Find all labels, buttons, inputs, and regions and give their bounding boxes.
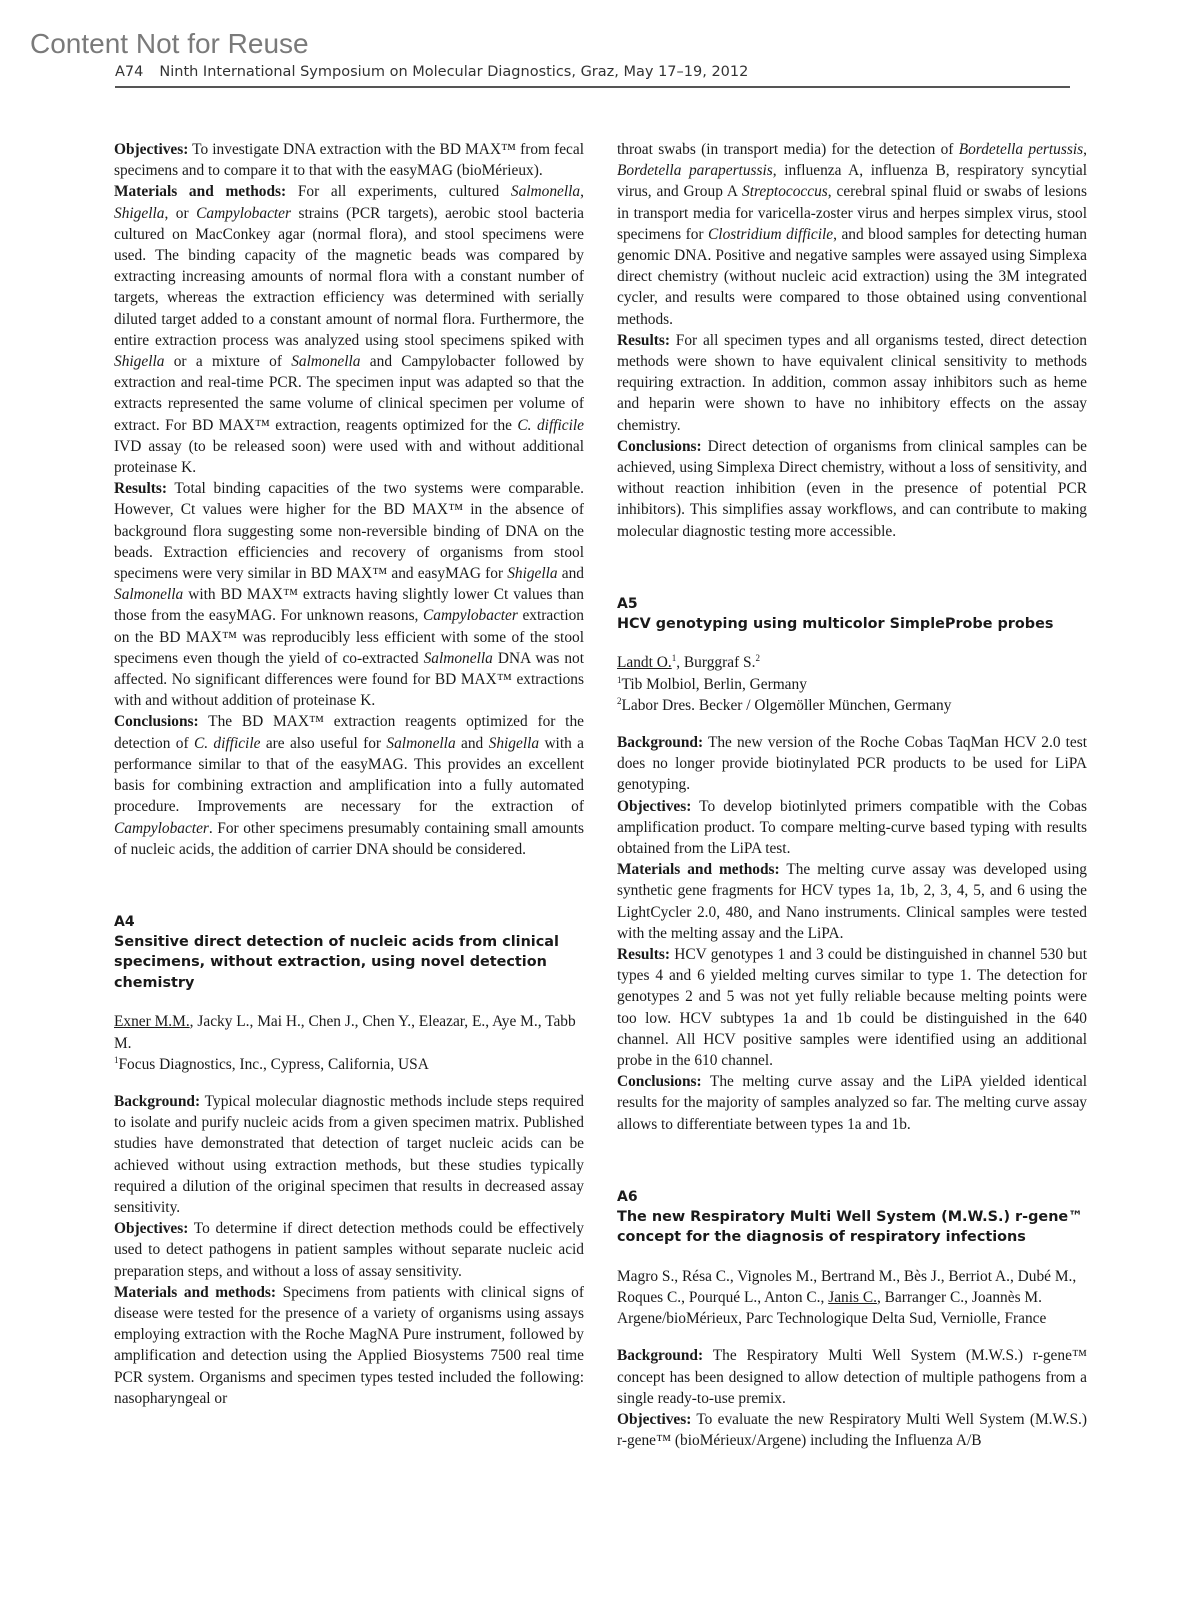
paragraph-text: , <box>1083 141 1087 158</box>
organism-name: Salmonella <box>386 734 456 752</box>
section-label: Materials and methods: <box>114 183 287 201</box>
section-label: Objectives: <box>617 1411 692 1429</box>
paragraph-text: Direct detection of organisms from clinical samples can be achieved, using Simplexa Direct chemistry, without a loss of sensitivity, and without reaction inhibition (even in the presence of potential PCR inhibitors). This simplifies assay workflows, and can contribute to making molecular diagnostic testing more accessible. <box>617 437 1087 540</box>
paragraph-text: , influenza A, influenza B, respiratory syncytial virus, and Group A <box>617 162 1087 201</box>
organism-name: Campylobacter <box>114 819 209 837</box>
abstract-id: A6 <box>617 1188 638 1205</box>
author-names: Magro S., Résa C., Vignoles M., Bertrand M., Bès J., Berriot A., Dubé M., Roques C., Pourqué L., Anton C., <box>617 1267 1077 1307</box>
section-label: Results: <box>617 946 671 963</box>
paragraph-text: are also useful for <box>260 734 387 752</box>
author-list <box>114 1011 584 1053</box>
affiliation <box>114 1054 584 1075</box>
affiliation-marker: 1 <box>671 653 677 664</box>
author-names: , Jacky L., Mai H., Chen J., Chen Y., Eleazar, E., Aye M., Tabb M. <box>114 1013 576 1052</box>
paragraph-text: The BD MAX™ extraction reagents optimized for the detection of <box>114 713 584 752</box>
abstract-id: A4 <box>114 913 135 930</box>
presenting-author: Landt O. <box>617 654 672 672</box>
background-paragraph <box>617 732 1087 796</box>
methods-paragraph <box>114 181 584 478</box>
results-paragraph <box>617 944 1087 1071</box>
paragraph-text: DNA was not affected. No significant differences were found for BD MAX™ extractions with and without addition of proteinase K. <box>114 649 585 710</box>
organism-name: Streptococcus <box>742 183 828 201</box>
paragraph-text: Typical molecular diagnostic methods include steps required to isolate and purify nucleic acids from a given specimen matrix. Published studies have demonstrated that detection of target nucleic acids can be achieved without using extraction methods, but these studies typically required a dilution of the original specimen that results in decreased assay sensitivity. <box>114 1093 584 1217</box>
organism-name: Salmonella <box>423 649 493 667</box>
affiliation-text: Labor Dres. Becker / Olgemöller München, Germany <box>621 696 952 714</box>
paragraph-text: . For other specimens presumably containing small amounts of nucleic acids, the addition of carrier DNA should be considered. <box>114 819 584 858</box>
running-header <box>115 64 1070 88</box>
affiliation-marker: 2 <box>617 695 622 706</box>
paragraph-text: IVD assay (to be released soon) were used with and without additional proteinase K. <box>114 437 584 477</box>
paragraph-text: , <box>580 183 584 201</box>
organism-name: Salmonella <box>510 183 581 201</box>
author-list <box>617 1266 1087 1308</box>
section-label: Conclusions: <box>617 437 702 455</box>
organism-name: Bordetella parapertussis <box>617 162 773 180</box>
methods-paragraph <box>114 1282 584 1409</box>
paragraph-text: The melting curve assay was developed using synthetic gene fragments for HCV types 1a, 1b, 2, 3, 4, 5, and 6 using the LightCycler 2.0, 480, and Nano instruments. Clinical samples were tested with the melting assay and the LiPA. <box>617 861 1087 942</box>
section-label: Background: <box>617 1347 704 1365</box>
objectives-paragraph <box>617 796 1087 860</box>
paragraph-text: and Campylobacter followed by extraction and real-time PCR. The specimen input was adapted so that the extracts represented the same volume of clinical specimen per volume of extract. For BD MAX™ extraction, reagents optimized for the <box>114 353 584 434</box>
paragraph-text: , and blood samples for detecting human genomic DNA. Positive and negative samples were assayed using Simplexa direct chemistry (without nucleic acid extraction) using the 3M integrated cycler, and results were compared to those obtained using conventional methods. <box>617 225 1087 328</box>
affiliation-marker: 1 <box>114 1054 119 1065</box>
paragraph-text: Specimens from patients with clinical signs of disease were tested for the presence of a variety of organisms using assays employing extraction with the Roche MagNA Pure instrument, followed by amplification and detection using the Applied Biosystems 7500 real time PCR system. Organisms and specimen types tested included the following: nasopharyngeal or <box>114 1283 584 1407</box>
left-column <box>114 139 584 1409</box>
methods-paragraph <box>617 859 1087 944</box>
paragraph-text: The melting curve assay and the LiPA yielded identical results for the majority of samples analyzed so far. The melting curve assay allows to differentiate between types 1a and 1b. <box>617 1073 1087 1133</box>
section-label: Conclusions: <box>617 1073 702 1091</box>
paragraph-text: extraction on the BD MAX™ was reproducibly less efficient with some of the stool specimens even though the yield of co-extracted <box>114 607 584 667</box>
organism-name: Shigella <box>507 565 558 583</box>
affiliation: Argene/bioMérieux, Parc Technologique Delta Sud, Verniolle, France <box>617 1310 1047 1328</box>
background-paragraph <box>114 1091 584 1218</box>
affiliation-marker: 2 <box>755 653 760 664</box>
abstract-title: HCV genotyping using multicolor SimpleProbe probes <box>617 615 1054 632</box>
paragraph-text: and <box>557 565 584 583</box>
paragraph-text: For all specimen types and all organisms tested, direct detection methods were shown to have equivalent clinical sensitivity to methods requiring extraction. In addition, common assay inhibitors such as heme and heparin were shown to have no inhibitory effects on the assay chemistry. <box>617 331 1087 434</box>
results-paragraph <box>617 330 1087 436</box>
paragraph-text: To investigate DNA extraction with the BD MAX™ from fecal specimens and to compare it to that with the easyMAG (bioMérieux). <box>114 141 584 180</box>
section-label: Results: <box>617 331 671 349</box>
abstract-id: A5 <box>617 595 638 612</box>
conclusions-paragraph <box>114 711 584 859</box>
results-paragraph <box>114 478 584 711</box>
section-label: Conclusions: <box>114 713 199 731</box>
affiliation-text: Tib Molbiol, Berlin, Germany <box>621 675 807 693</box>
section-label: Background: <box>617 733 704 751</box>
presenting-author: Exner M.M. <box>114 1013 190 1031</box>
section-label: Objectives: <box>617 797 692 815</box>
paragraph-text: with a performance similar to that of the easyMAG. This provides an excellent basis for combining extraction and amplification into a fully automated procedure. Improvements are necessary for the extraction of <box>114 734 584 816</box>
section-label: Objectives: <box>114 1220 189 1238</box>
page-number: A74 <box>115 64 144 80</box>
section-label: Objectives: <box>114 141 189 158</box>
abstract-title: Sensitive direct detection of nucleic acids from clinical specimens, without extraction, using novel detection chemistry <box>114 933 559 991</box>
affiliation <box>617 695 1087 716</box>
paragraph-text: , or <box>164 204 197 222</box>
affiliation <box>617 674 1087 695</box>
organism-name: Shigella <box>114 204 165 222</box>
methods-continued-paragraph <box>617 139 1087 330</box>
author-names: , Burggraf S. <box>676 654 756 672</box>
paragraph-text: HCV genotypes 1 and 3 could be distinguished in channel 530 but types 4 and 6 yielded melting curves similar to type 1. The detection for genotypes 2 and 5 was not yet fully reliable because melting points were too low. HCV subtypes 1a and 1b could be distinguished in the 640 channel. All HCV positive samples were identified using an additional probe in the 610 channel. <box>617 946 1087 1070</box>
paragraph-text: To develop biotinlyted primers compatible with the Cobas amplification product. To compare melting-curve based typing with results obtained from the LiPA test. <box>617 797 1087 857</box>
paragraph-text: , cerebral spinal fluid or swabs of lesions in transport media for varicella-zoster virus and herpes simplex virus, stool specimens for <box>617 183 1087 243</box>
organism-name: Salmonella <box>291 353 361 371</box>
section-label: Background: <box>114 1093 201 1111</box>
organism-name: C. difficile <box>517 416 584 434</box>
watermark: Content Not for Reuse <box>30 28 309 59</box>
conclusions-paragraph <box>617 436 1087 542</box>
objectives-paragraph <box>617 1409 1087 1451</box>
paragraph-text: or a mixture of <box>164 353 292 371</box>
paragraph-text: Total binding capacities of the two systems were comparable. However, Ct values were higher for the BD MAX™ in the absence of background flora suggesting some non-reversible binding of DNA on the beads. Extraction efficiencies and recovery of organisms from stool specimens were very similar in BD MAX™ and easyMAG for <box>114 480 584 583</box>
organism-name: Salmonella <box>114 586 184 604</box>
journal-title: Ninth International Symposium on Molecular Diagnostics, Graz, May 17–19, 2012 <box>159 64 749 80</box>
affiliation-marker: 1 <box>617 674 622 685</box>
organism-name: Campylobacter <box>196 204 292 222</box>
organism-name: Bordetella pertussis <box>958 141 1084 158</box>
right-column <box>617 139 1087 1451</box>
section-label: Results: <box>114 480 168 498</box>
abstract-title: The new Respiratory Multi Well System (M.W.S.) r-gene™ concept for the diagnosis of respiratory infections <box>617 1208 1083 1246</box>
section-label: Materials and methods: <box>617 861 780 879</box>
paragraph-text: The Respiratory Multi Well System (M.W.S.) r-gene™ concept has been designed to allow detection of multiple pathogens from a single ready-to-use premix. <box>617 1347 1087 1407</box>
objectives-paragraph <box>114 1218 584 1282</box>
paragraph-text: strains (PCR targets), aerobic stool bacteria cultured on MacConkey agar (normal flora), and stool specimens were used. The binding capacity of the magnetic beads was compared by extracting increasing amounts of normal flora with a constant number of targets, whereas the extraction efficiency was determined with serially diluted target added to a constant amount of normal flora. Furthermore, the entire extraction process was analyzed using stool specimens spiked with <box>114 204 584 349</box>
organism-name: Shigella <box>114 353 165 371</box>
background-paragraph <box>617 1345 1087 1409</box>
paragraph-text: throat swabs (in transport media) for the detection of <box>617 141 959 158</box>
conclusions-paragraph <box>617 1071 1087 1135</box>
organism-name: Campylobacter <box>422 607 518 625</box>
paragraph-text: To determine if direct detection methods could be effectively used to detect pathogens in patient samples without separate nucleic acid preparation steps, and without a loss of assay sensitivity. <box>114 1220 584 1280</box>
affiliation-text: Focus Diagnostics, Inc., Cypress, California, USA <box>118 1055 429 1073</box>
presenting-author: Janis C. <box>828 1289 877 1307</box>
paragraph-text: with BD MAX™ extracts having slightly lower Ct values than those from the easyMAG. For unknown reasons, <box>114 586 584 625</box>
organism-name: Shigella <box>488 734 540 752</box>
author-names: , Barranger C., Joannès M. <box>876 1289 1042 1307</box>
section-label: Materials and methods: <box>114 1283 277 1301</box>
author-list <box>617 652 1087 673</box>
organism-name: Clostridium difficile <box>708 225 834 243</box>
organism-name: C. difficile <box>193 734 261 752</box>
paragraph-text: The new version of the Roche Cobas TaqMan HCV 2.0 test does no longer provide biotinylated PCR products to be used for LiPA genotyping. <box>617 733 1087 794</box>
paragraph-text: To evaluate the new Respiratory Multi Well System (M.W.S.) r-gene™ (bioMérieux/Argene) including the Influenza A/B <box>617 1411 1087 1450</box>
paragraph-text: For all experiments, cultured <box>286 183 511 201</box>
paragraph-text: and <box>455 734 489 752</box>
objectives-paragraph <box>114 139 584 181</box>
